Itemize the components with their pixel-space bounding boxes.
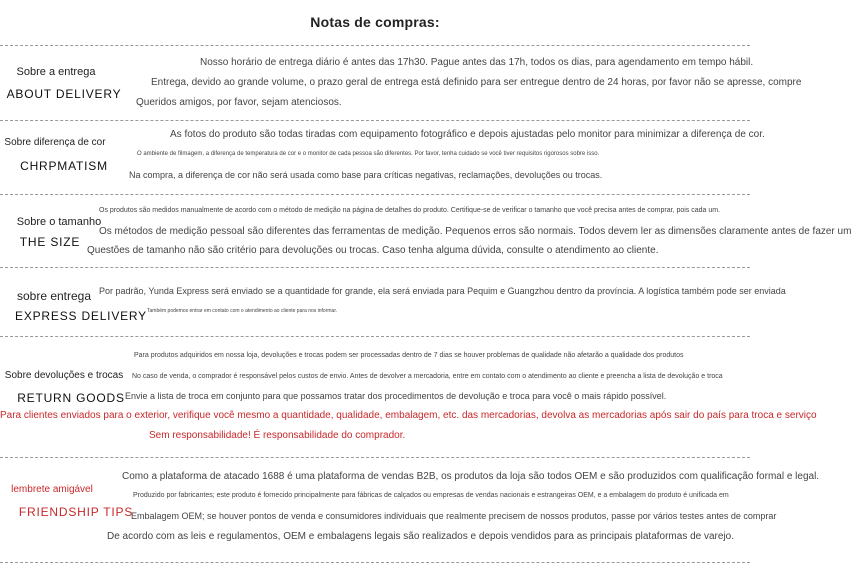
section-returns: [0, 336, 817, 457]
section-about-delivery: [0, 45, 802, 120]
section-text-line: Para produtos adquiridos em nossa loja, devoluções e trocas podem ser processadas dentro de 7 dias se houver problemas de qualidade não afetarão a qualidade dos produtos: [134, 352, 684, 359]
section-text-line: Também podemos entrar em contato com o atendimento ao cliente para nos informar.: [147, 308, 338, 314]
section-text-line: Os métodos de medição pessoal são diferentes das ferramentas de medição. Pequenos erros são normais. Todos devem ler as dimensões claramente antes de fazer um: [99, 226, 851, 237]
section-warning-line: Para clientes enviados para o exterior, verifique você mesmo a quantidade, qualidade, embalagem, etc. das mercadorias, devolva as mercadorias após sair do país para troca e serviço: [0, 410, 817, 421]
section-text-line: Entrega, devido ao grande volume, o prazo geral de entrega está definido para ser entregue dentro de 24 horas, por favor não se apresse, compre: [151, 77, 802, 88]
section-text-line: Por padrão, Yunda Express será enviado se a quantidade for grande, ela será enviada para Pequim e Guangzhou dentro da província. A logística também pode ser enviada: [99, 286, 786, 296]
section-text-line: Os produtos são medidos manualmente de acordo com o método de medição na página de detalhes do produto. Certifique-se de verificar o tamanho que você precisa antes de comprar, pois cada um.: [99, 207, 721, 214]
section-color-difference: [0, 120, 765, 194]
section-text-line: O ambiente de filmagem, a diferença de temperatura de cor e o monitor de cada pessoa são diferentes. Por favor, tenha cuidado se você tiver requisitos rigorosos sobre isso.: [137, 151, 600, 157]
section-size: [0, 194, 851, 267]
section-text-line: Embalagem OEM; se houver pontos de venda e consumidores individuais que realmente precisem de nossos produtos, passe por vários testes antes de comprar: [131, 511, 777, 521]
section-text-line: Como a plataforma de atacado 1688 é uma plataforma de vendas B2B, os produtos da loja são todos OEM e são produzidos com qualificação formal e legal.: [122, 471, 820, 482]
section-label-pt: Sobre diferença de cor: [4, 137, 106, 148]
section-label-en: CHRPMATISM: [20, 159, 108, 173]
section-text-line: Na compra, a diferença de cor não será usada como base para críticas negativas, reclamações, devoluções ou trocas.: [129, 170, 603, 180]
section-label-pt: Sobre a entrega: [16, 66, 96, 78]
section-label-pt: lembrete amigável: [11, 484, 93, 495]
section-text-line: Nosso horário de entrega diário é antes das 17h30. Pague antes das 17h, todos os dias, para agendamento em tempo hábil.: [200, 57, 754, 68]
section-text-line: Envie a lista de troca em conjunto para que possamos tratar dos procedimentos de devolução e troca para você o mais rápido possível.: [125, 391, 667, 401]
section-label-en: ABOUT DELIVERY: [6, 87, 122, 101]
section-text-line: Produzido por fabricantes; este produto é fornecido principalmente para fábricas de calçados ou empresas de vendas nacionais e estrangeiras OEM, e a embalagem do produto é unificada em: [133, 492, 729, 499]
section-text-line: Queridos amigos, por favor, sejam atenciosos.: [136, 97, 342, 108]
section-label-pt: Sobre o tamanho: [16, 216, 102, 228]
divider: [0, 562, 750, 563]
section-label-en: EXPRESS DELIVERY: [15, 309, 147, 323]
section-label-en: THE SIZE: [19, 235, 81, 249]
section-label-en: RETURN GOODS: [17, 391, 125, 405]
section-text-line: Questões de tamanho não são critério para devoluções ou trocas. Caso tenha alguma dúvida, consulte o atendimento ao cliente.: [87, 245, 659, 256]
section-warning-line: Sem responsabilidade! É responsabilidade do comprador.: [149, 430, 406, 441]
section-text-line: No caso de venda, o comprador é responsável pelos custos de envio. Antes de devolver a mercadoria, entre em contato com o atendimento ao cliente e preencha a lista de devolução e troca: [132, 373, 723, 380]
section-express-delivery: [0, 267, 786, 336]
page-title: Notas de compras:: [310, 14, 440, 30]
section-text-line: As fotos do produto são todas tiradas com equipamento fotográfico e depois ajustadas pelo monitor para minimizar a diferença de cor.: [170, 129, 765, 140]
section-label-en: FRIENDSHIP TIPS: [18, 505, 134, 519]
section-label-pt: Sobre devoluções e trocas: [4, 370, 124, 381]
section-label-pt: sobre entrega: [16, 289, 92, 303]
section-text-line: De acordo com as leis e regulamentos, OEM e embalagens legais são realizados e depois vendidos para as principais plataformas de varejo.: [107, 531, 735, 542]
section-friendship-tips: [0, 457, 820, 562]
